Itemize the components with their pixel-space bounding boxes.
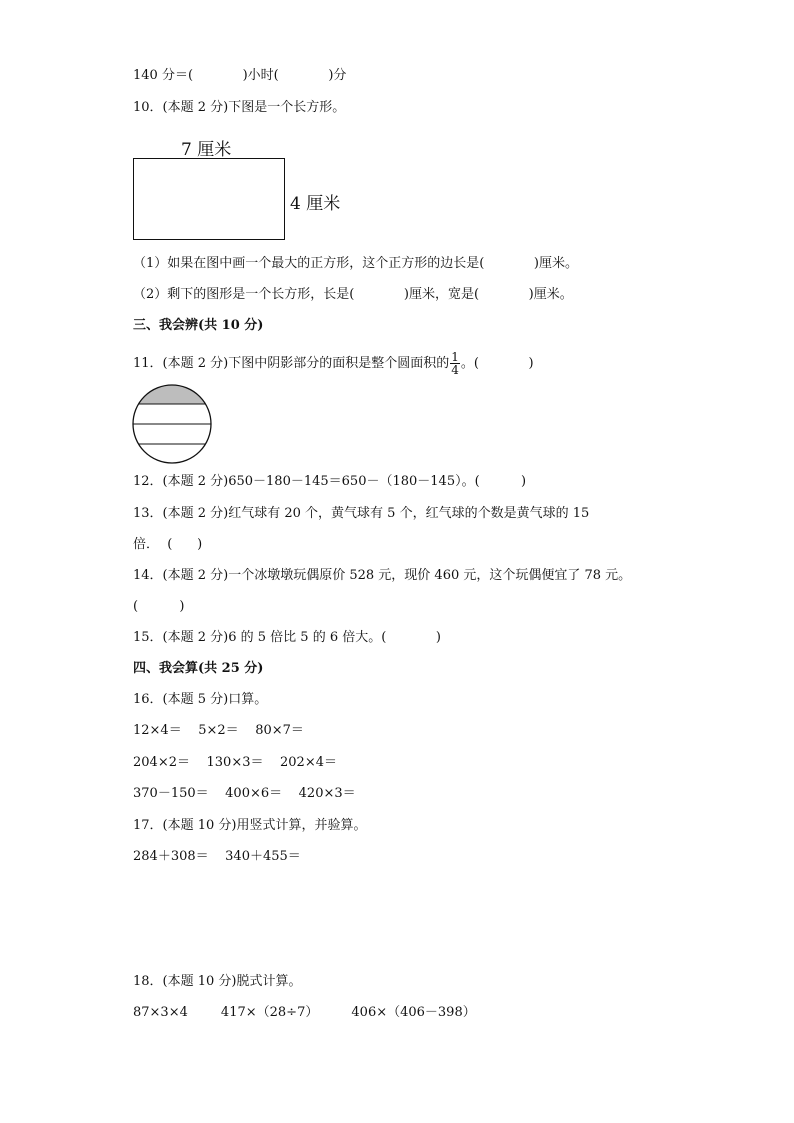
q12-line: 12．(本题 2 分)650－180－145＝650－（180－145）。( )	[133, 474, 527, 489]
rect-height-label: 4 厘米	[290, 194, 341, 214]
rect-width-label: 7 厘米	[181, 140, 232, 160]
calc-row-4: 284＋308＝ 340＋455＝	[133, 849, 301, 864]
q10-sub1: （1）如果在图中画一个最大的正方形，这个正方形的边长是( )厘米。	[133, 256, 579, 271]
q16-title: 16．(本题 5 分)口算。	[133, 692, 268, 707]
q10-title: 10．(本题 2 分)下图是一个长方形。	[133, 100, 346, 115]
q11-line	[133, 351, 534, 376]
q15-line: 15．(本题 2 分)6 的 5 倍比 5 的 6 倍大。( )	[133, 630, 441, 645]
q9-line: 140 分＝( )小时( )分	[133, 68, 347, 83]
q11-text: 11．(本题 2 分)下图中阴影部分的面积是整个圆面积的	[133, 356, 450, 371]
fraction-denominator: 4	[451, 363, 459, 377]
calc-row-2: 204×2＝ 130×3＝ 202×4＝	[133, 755, 337, 770]
q13-line-a: 13．(本题 2 分)红气球有 20 个，黄气球有 5 个，红气球的个数是黄气球的 15	[133, 506, 590, 521]
section-3-heading: 三、我会辨(共 10 分)	[133, 318, 264, 333]
q14-line-b: ( )	[133, 599, 185, 614]
q17-title: 17．(本题 10 分)用竖式计算，并验算。	[133, 818, 367, 833]
shaded-strip	[131, 383, 213, 404]
q13-line-b: 倍． ( )	[133, 537, 203, 552]
fraction-numerator: 1	[451, 350, 459, 364]
calc-row-3: 370－150＝ 400×6＝ 420×3＝	[133, 786, 356, 801]
q11-answer: 。( )	[460, 356, 534, 371]
rectangle-figure	[133, 158, 285, 240]
q18-title: 18．(本题 10 分)脱式计算。	[133, 974, 302, 989]
q10-sub2: （2）剩下的图形是一个长方形，长是( )厘米，宽是( )厘米。	[133, 287, 573, 302]
section-4-heading: 四、我会算(共 25 分)	[133, 661, 264, 676]
circle-figure	[131, 383, 213, 465]
q14-line-a: 14．(本题 2 分)一个冰墩墩玩偶原价 528 元，现价 460 元，这个玩偶便宜了 78 元。	[133, 568, 632, 583]
calc-row-1: 12×4＝ 5×2＝ 80×7＝	[133, 723, 304, 738]
calc-row-5: 87×3×4 417×（28÷7） 406×（406－398）	[133, 1005, 476, 1020]
fraction	[450, 351, 460, 376]
